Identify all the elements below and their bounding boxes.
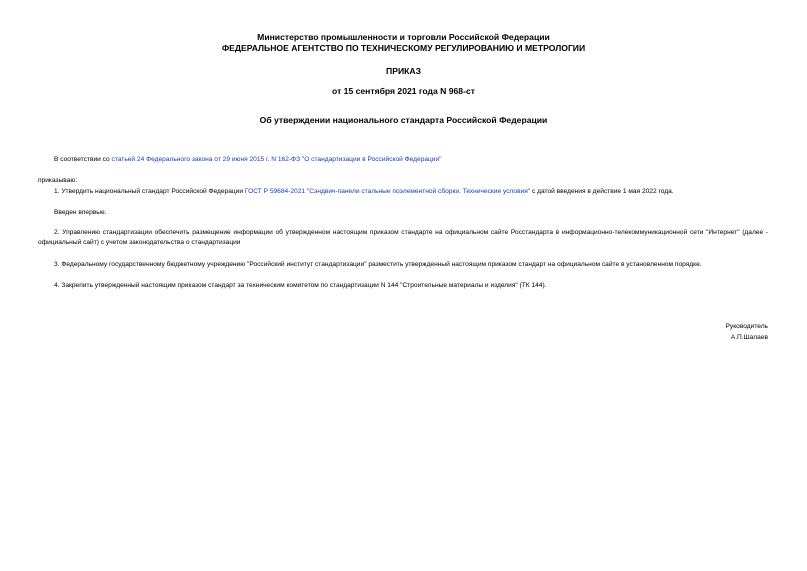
preamble-paragraph <box>54 155 442 164</box>
date-number-heading: от 15 сентября 2021 года N 968-ст <box>332 86 475 96</box>
item-2-paragraph: 2. Управлению стандартизации обеспечить размещение информации об утвержденном настоящим приказом стандарте на официальном сайте Росстандарта в информационно-телекоммуникационной сети "Интернет" (далее - официальный сайт) с учетом законодательства о стандартизации <box>38 229 768 246</box>
item-1-paragraph <box>54 187 674 196</box>
signatory-name: А.П.Шалаев <box>730 334 768 341</box>
agency-heading: ФЕДЕРАЛЬНОЕ АГЕНТСТВО ПО ТЕХНИЧЕСКОМУ РЕГУЛИРОВАНИЮ И МЕТРОЛОГИИ <box>221 43 586 53</box>
law-link[interactable]: статьей 24 Федерального закона от 29 июня 2015 г. N 162-ФЗ "О стандартизации в Российской Федерации" <box>111 156 442 163</box>
order-word: приказываю: <box>38 177 78 184</box>
standard-link[interactable]: ГОСТ Р 59684-2021 "Сэндвич-панели стальные поэлементной сборки. Технические условия" <box>244 188 531 195</box>
item-1-suffix: с датой введения в действие 1 мая 2022 года. <box>530 188 674 195</box>
subject-heading: Об утверждении национального стандарта Российской Федерации <box>259 115 548 125</box>
item-1-prefix: 1. Утвердить национальный стандарт Российской Федерации <box>54 188 245 195</box>
ministry-heading: Министерство промышленности и торговли Российской Федерации <box>257 32 550 42</box>
item-3-paragraph: 3. Федеральному государственному бюджетному учреждению "Российский институт стандартизации" разместить утвержденный настоящим приказом стандарт на официальном сайте в установленном порядке. <box>54 261 702 268</box>
signatory-title: Руководитель <box>725 323 768 330</box>
preamble-prefix: В соответствии со <box>54 156 112 163</box>
item-4-paragraph: 4. Закрепить утвержденный настоящим приказом стандарт за техническим комитетом по стандартизации N 144 "Строительные материалы и изделия" (ТК 144). <box>54 282 547 289</box>
document-type-heading: ПРИКАЗ <box>386 66 421 76</box>
introduced-note: Введен впервые. <box>54 209 107 216</box>
